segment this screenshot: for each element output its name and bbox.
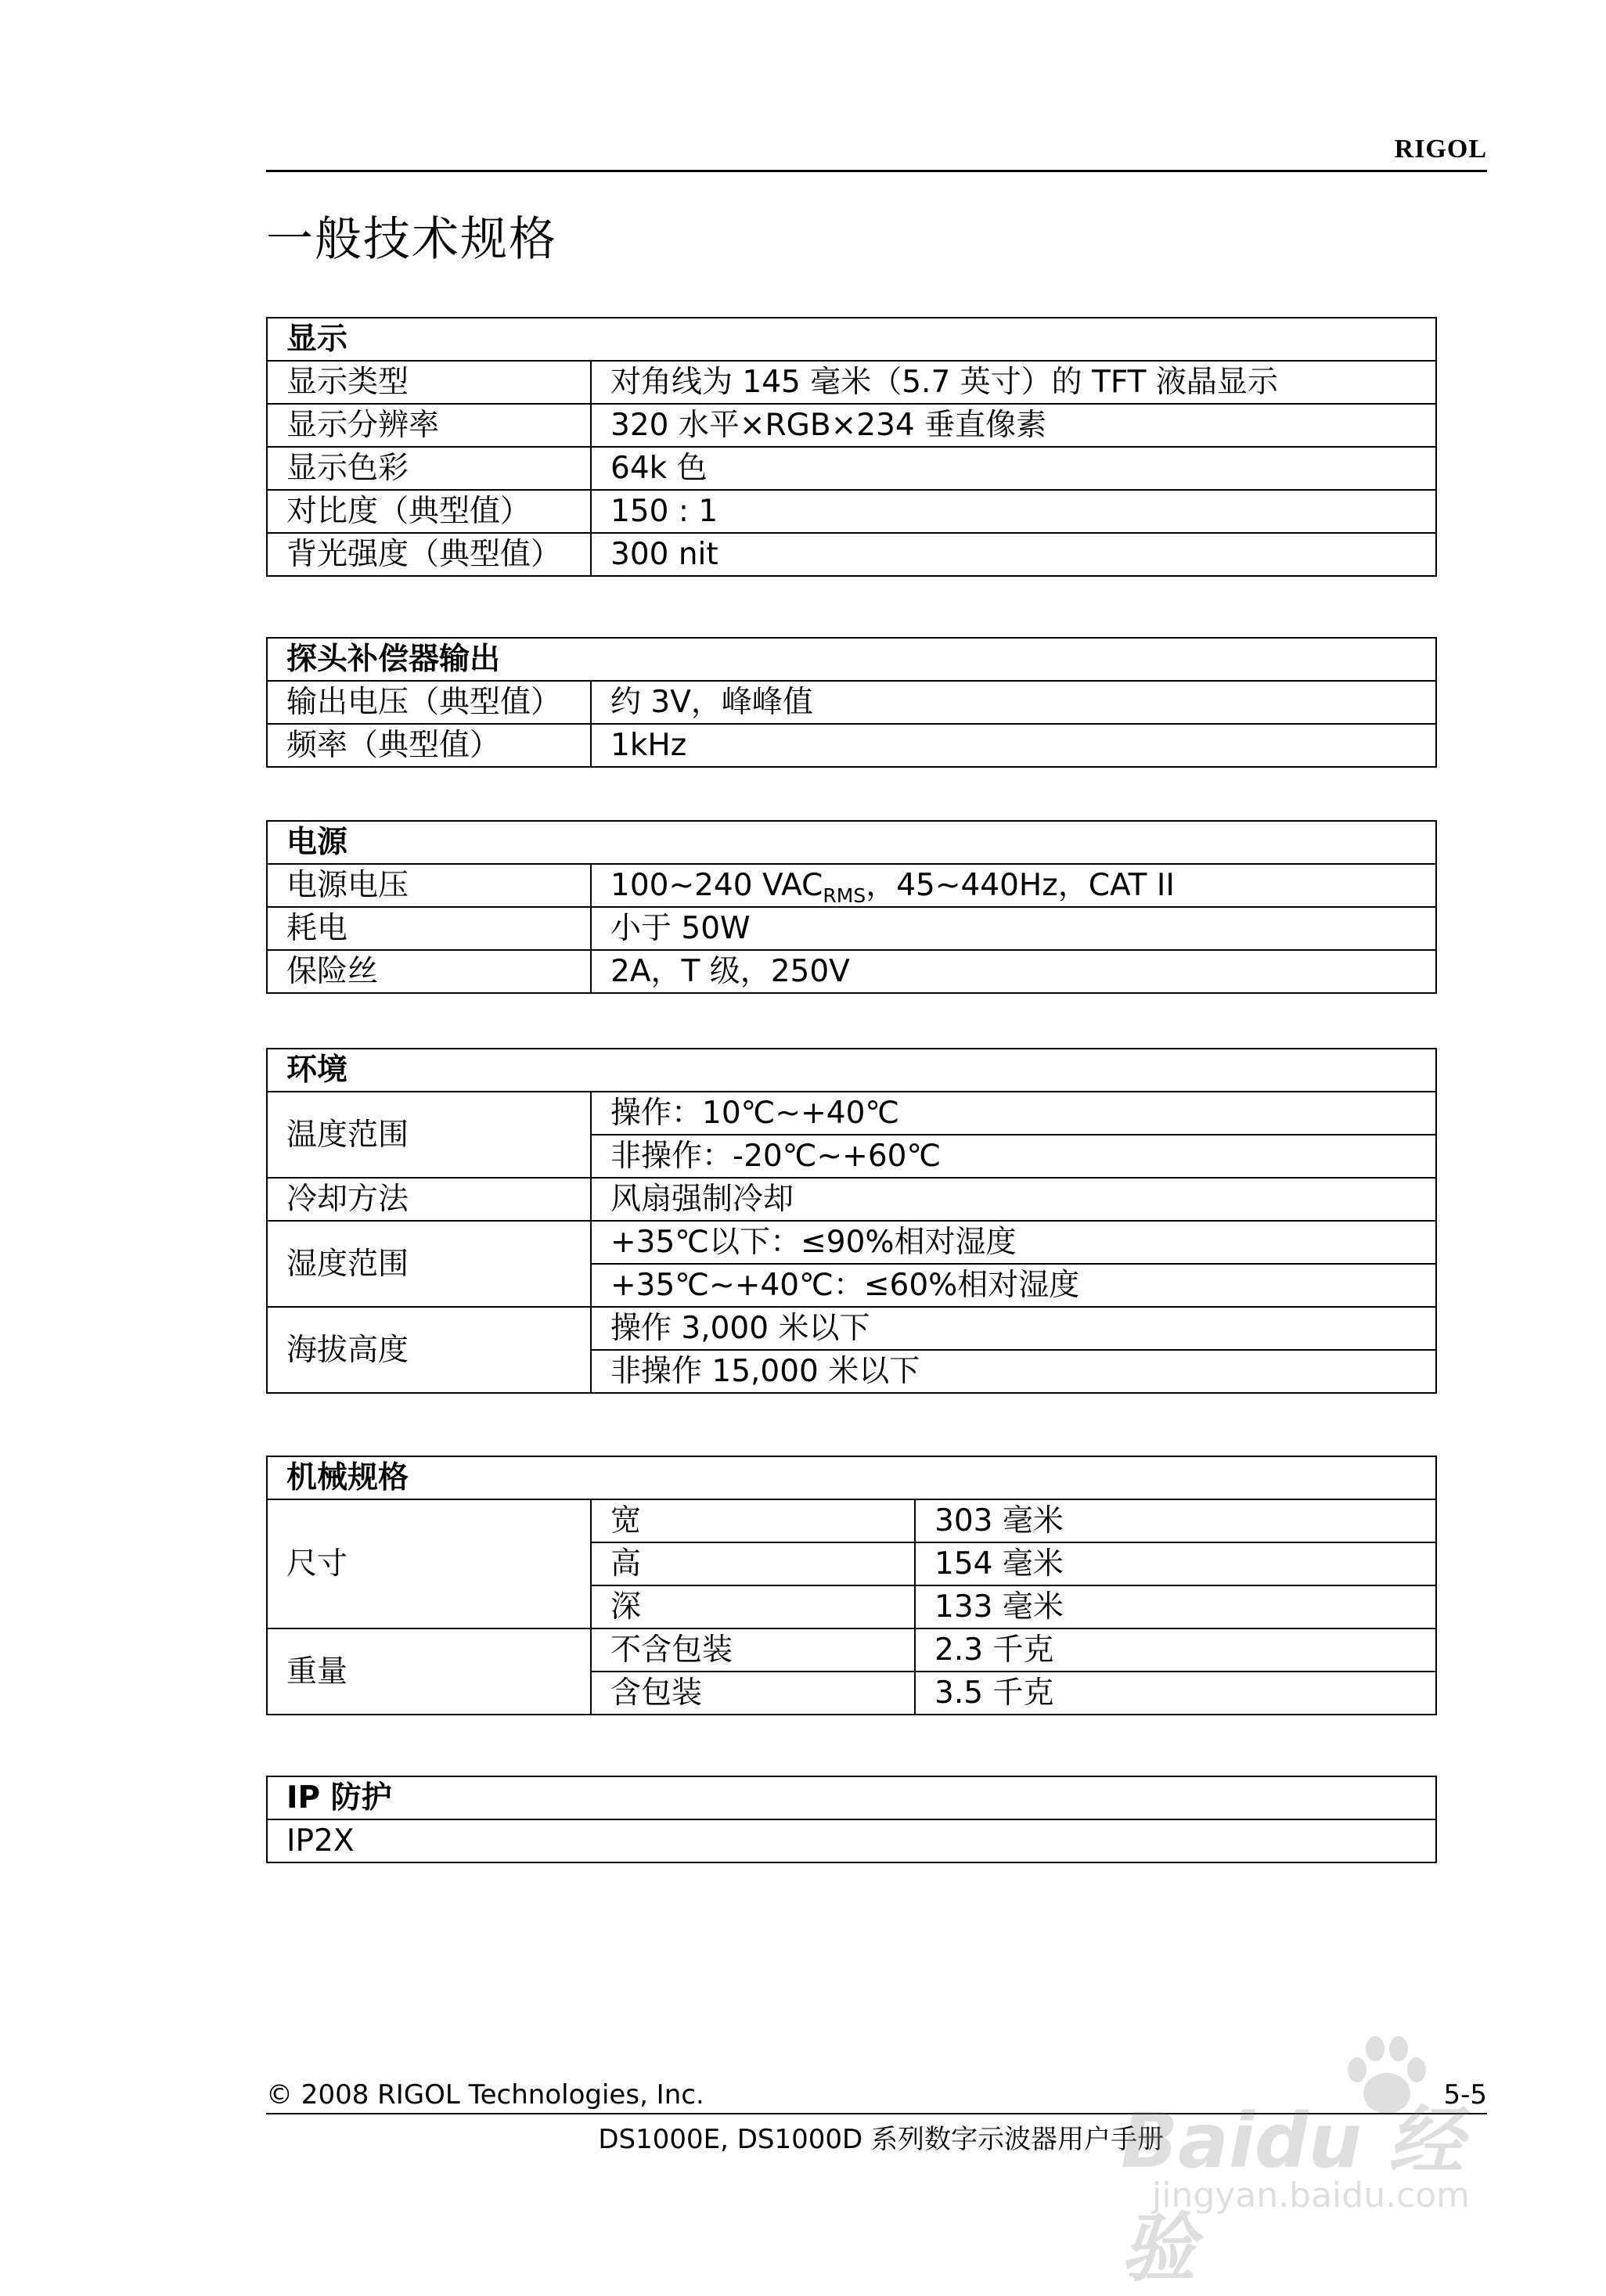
table-row: [267, 404, 1436, 447]
mechanical-table: [266, 1456, 1437, 1715]
display-resolution-value: 320 水平×RGB×234 垂直像素: [591, 404, 1436, 447]
cooling-value: 风扇强制冷却: [591, 1178, 1436, 1221]
ip-table: [266, 1776, 1437, 1863]
table-row: [267, 1221, 1436, 1264]
humidity-below-35: +35℃以下：≤90%相对湿度: [591, 1221, 1436, 1264]
table-row: [267, 490, 1436, 533]
display-backlight-value: 300 nit: [591, 533, 1436, 576]
size-width-value: 303 毫米: [915, 1499, 1436, 1542]
power-fuse-value: 2A，T 级，250V: [591, 950, 1436, 993]
footer-copyright: © 2008 RIGOL Technologies, Inc.: [266, 2079, 704, 2111]
display-table: [266, 317, 1437, 577]
display-color-value: 64k 色: [591, 447, 1436, 490]
weight-label: 重量: [267, 1628, 591, 1715]
table-row: [267, 724, 1436, 767]
weight-packed-label: 含包装: [591, 1672, 915, 1715]
size-label: 尺寸: [267, 1499, 591, 1628]
power-voltage-rest: ，45~440Hz，CAT II: [866, 868, 1175, 903]
table-row: [267, 907, 1436, 950]
probe-frequency-value: 1kHz: [591, 724, 1436, 767]
humidity-35-40: +35℃~+40℃：≤60%相对湿度: [591, 1264, 1436, 1307]
table-row: [267, 1819, 1436, 1862]
ip-value: IP2X: [267, 1819, 1436, 1862]
weight-unpacked-label: 不含包装: [591, 1628, 915, 1672]
power-consumption-label: 耗电: [267, 907, 591, 950]
weight-unpacked-value: 2.3 千克: [915, 1628, 1436, 1672]
power-fuse-label: 保险丝: [267, 950, 591, 993]
table-row: [267, 1092, 1436, 1135]
altitude-operating: 操作 3,000 米以下: [591, 1307, 1436, 1350]
power-consumption-value: 小于 50W: [591, 907, 1436, 950]
table-row: [267, 533, 1436, 576]
power-table: [266, 820, 1437, 994]
power-voltage-value: [591, 864, 1436, 907]
display-heading: 显示: [267, 318, 1436, 361]
baidu-watermark: [1105, 2035, 1512, 2292]
altitude-label: 海拔高度: [267, 1307, 591, 1393]
mechanical-heading: 机械规格: [267, 1456, 1436, 1499]
size-height-value: 154 毫米: [915, 1542, 1436, 1585]
altitude-nonoperating: 非操作 15,000 米以下: [591, 1350, 1436, 1393]
weight-packed-value: 3.5 千克: [915, 1672, 1436, 1715]
table-row: [267, 950, 1436, 993]
probe-table: [266, 637, 1437, 768]
power-voltage-label: 电源电压: [267, 864, 591, 907]
display-resolution-label: 显示分辨率: [267, 404, 591, 447]
brand-logo: RIGOL: [1394, 135, 1487, 164]
watermark-brand: Baidu 经验: [1121, 2097, 1464, 2292]
probe-frequency-label: 频率（典型值）: [267, 724, 591, 767]
table-row: [267, 1628, 1436, 1672]
watermark-url: jingyan.baidu.com: [1152, 2175, 1471, 2215]
display-backlight-label: 背光强度（典型值）: [267, 533, 591, 576]
size-depth-label: 深: [591, 1585, 915, 1628]
environment-table: [266, 1048, 1437, 1394]
table-row: [267, 681, 1436, 724]
power-voltage-main: 100~240 VAC: [610, 868, 823, 903]
humidity-label: 湿度范围: [267, 1221, 591, 1307]
power-voltage-subscript: RMS: [823, 883, 866, 907]
page-title: 一般技术规格: [266, 212, 557, 267]
footer-page-number: 5-5: [1443, 2079, 1487, 2111]
table-row: [267, 447, 1436, 490]
cooling-label: 冷却方法: [267, 1178, 591, 1221]
display-color-label: 显示色彩: [267, 447, 591, 490]
table-row: [267, 864, 1436, 907]
size-depth-value: 133 毫米: [915, 1585, 1436, 1628]
probe-voltage-label: 输出电压（典型值）: [267, 681, 591, 724]
size-width-label: 宽: [591, 1499, 915, 1542]
display-contrast-label: 对比度（典型值）: [267, 490, 591, 533]
display-type-value: 对角线为 145 毫米（5.7 英寸）的 TFT 液晶显示: [591, 361, 1436, 404]
footer-manual-title: DS1000E, DS1000D 系列数字示波器用户手册: [598, 2124, 1164, 2155]
table-row: [267, 361, 1436, 404]
display-type-label: 显示类型: [267, 361, 591, 404]
temperature-nonoperating: 非操作：-20℃~+60℃: [591, 1135, 1436, 1178]
probe-voltage-value: 约 3V，峰峰值: [591, 681, 1436, 724]
temperature-operating: 操作：10℃~+40℃: [591, 1092, 1436, 1135]
temperature-label: 温度范围: [267, 1092, 591, 1178]
header-rule: [266, 170, 1487, 172]
size-height-label: 高: [591, 1542, 915, 1585]
table-row: [267, 1178, 1436, 1221]
power-heading: 电源: [267, 821, 1436, 864]
environment-heading: 环境: [267, 1049, 1436, 1092]
ip-heading: IP 防护: [267, 1776, 1436, 1819]
probe-heading: 探头补偿器输出: [267, 638, 1436, 681]
display-contrast-value: 150 : 1: [591, 490, 1436, 533]
table-row: [267, 1499, 1436, 1542]
table-row: [267, 1307, 1436, 1350]
